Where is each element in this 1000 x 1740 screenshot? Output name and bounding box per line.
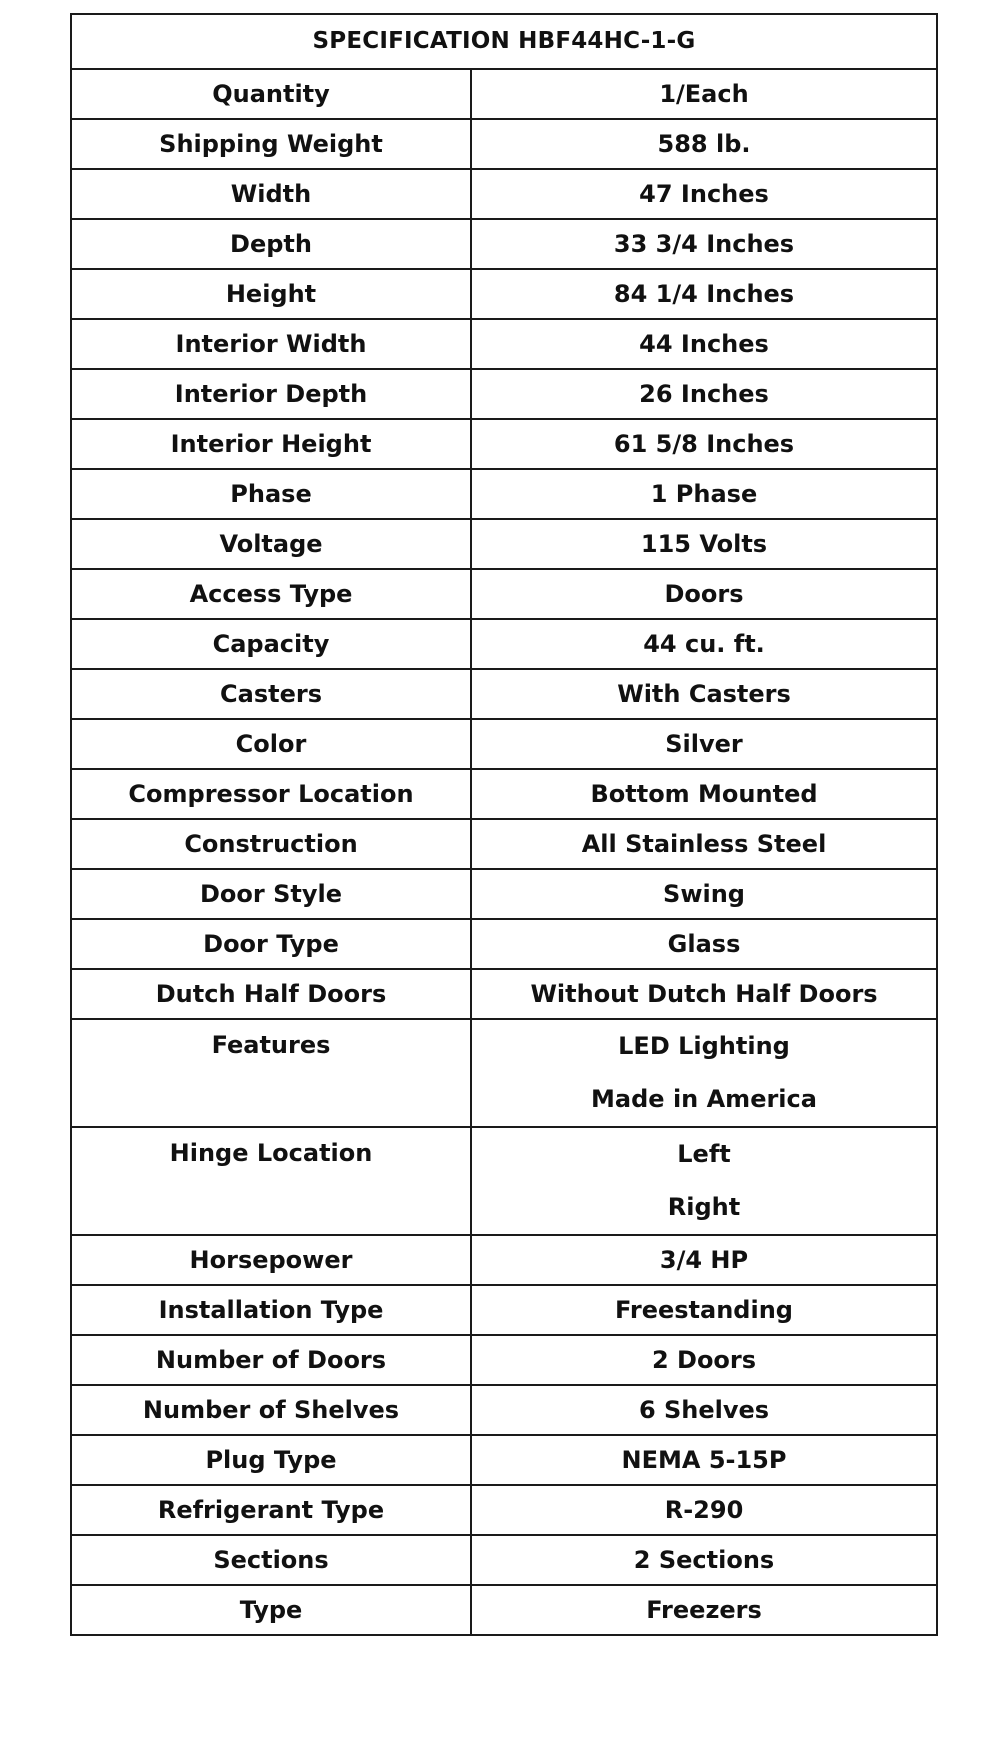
spec-value: Freezers <box>471 1585 937 1635</box>
spec-value: 6 Shelves <box>471 1385 937 1435</box>
table-row <box>71 119 937 169</box>
spec-label: Number of Shelves <box>71 1385 471 1435</box>
spec-label: Casters <box>71 669 471 719</box>
table-row <box>71 919 937 969</box>
spec-label: Access Type <box>71 569 471 619</box>
table-row <box>71 969 937 1019</box>
table-row <box>71 519 937 569</box>
spec-label: Sections <box>71 1535 471 1585</box>
spec-value: 26 Inches <box>471 369 937 419</box>
table-row <box>71 469 937 519</box>
spec-label: Interior Depth <box>71 369 471 419</box>
spec-value: 1 Phase <box>471 469 937 519</box>
spec-label: Construction <box>71 819 471 869</box>
spec-label: Refrigerant Type <box>71 1485 471 1535</box>
spec-value: 3/4 HP <box>471 1235 937 1285</box>
spec-value-line: Left <box>677 1140 731 1168</box>
table-row <box>71 1435 937 1485</box>
spec-label: Voltage <box>71 519 471 569</box>
table-title: SPECIFICATION HBF44HC-1-G <box>71 14 937 69</box>
spec-label: Door Type <box>71 919 471 969</box>
spec-label: Number of Doors <box>71 1335 471 1385</box>
table-row <box>71 1385 937 1435</box>
spec-label: Compressor Location <box>71 769 471 819</box>
table-row <box>71 669 937 719</box>
spec-value: 2 Sections <box>471 1535 937 1585</box>
spec-value: 33 3/4 Inches <box>471 219 937 269</box>
spec-value-line: Made in America <box>591 1085 817 1113</box>
table-row <box>71 269 937 319</box>
spec-value <box>471 1019 937 1127</box>
table-row <box>71 869 937 919</box>
spec-value: Silver <box>471 719 937 769</box>
spec-label: Depth <box>71 219 471 269</box>
spec-value: All Stainless Steel <box>471 819 937 869</box>
table-row <box>71 1127 937 1235</box>
spec-value: 44 cu. ft. <box>471 619 937 669</box>
spec-label: Width <box>71 169 471 219</box>
table-row <box>71 1285 937 1335</box>
table-row <box>71 719 937 769</box>
spec-value: 61 5/8 Inches <box>471 419 937 469</box>
table-row <box>71 619 937 669</box>
table-row <box>71 169 937 219</box>
spec-label: Interior Height <box>71 419 471 469</box>
table-row <box>71 1485 937 1535</box>
table-row <box>71 1535 937 1585</box>
spec-value: Freestanding <box>471 1285 937 1335</box>
spec-value: With Casters <box>471 669 937 719</box>
table-row <box>71 69 937 119</box>
spec-value: Doors <box>471 569 937 619</box>
spec-label: Interior Width <box>71 319 471 369</box>
table-title-row <box>71 14 937 69</box>
spec-value: Bottom Mounted <box>471 769 937 819</box>
spec-label: Type <box>71 1585 471 1635</box>
specification-table <box>70 13 938 1636</box>
spec-label: Shipping Weight <box>71 119 471 169</box>
spec-label: Phase <box>71 469 471 519</box>
table-row <box>71 219 937 269</box>
spec-value: R-290 <box>471 1485 937 1535</box>
spec-value: NEMA 5-15P <box>471 1435 937 1485</box>
spec-value: Without Dutch Half Doors <box>471 969 937 1019</box>
table-row <box>71 819 937 869</box>
spec-label: Plug Type <box>71 1435 471 1485</box>
spec-label: Capacity <box>71 619 471 669</box>
table-row <box>71 369 937 419</box>
specification-table-body <box>71 14 937 1635</box>
spec-label: Door Style <box>71 869 471 919</box>
spec-label: Height <box>71 269 471 319</box>
spec-value <box>471 1127 937 1235</box>
spec-value: 1/Each <box>471 69 937 119</box>
table-row <box>71 419 937 469</box>
table-row <box>71 1235 937 1285</box>
spec-label: Dutch Half Doors <box>71 969 471 1019</box>
spec-label: Color <box>71 719 471 769</box>
spec-value: Glass <box>471 919 937 969</box>
spec-value: 47 Inches <box>471 169 937 219</box>
spec-label: Installation Type <box>71 1285 471 1335</box>
table-row <box>71 569 937 619</box>
spec-label: Hinge Location <box>71 1127 471 1235</box>
spec-value: 115 Volts <box>471 519 937 569</box>
spec-label: Features <box>71 1019 471 1127</box>
spec-value: 2 Doors <box>471 1335 937 1385</box>
spec-label: Horsepower <box>71 1235 471 1285</box>
table-row <box>71 1585 937 1635</box>
table-row <box>71 319 937 369</box>
spec-value-line: LED Lighting <box>618 1032 790 1060</box>
table-row <box>71 769 937 819</box>
spec-value: 588 lb. <box>471 119 937 169</box>
spec-value-line: Right <box>667 1193 741 1221</box>
table-row <box>71 1335 937 1385</box>
spec-value: Swing <box>471 869 937 919</box>
spec-value: 44 Inches <box>471 319 937 369</box>
spec-label: Quantity <box>71 69 471 119</box>
table-row <box>71 1019 937 1127</box>
spec-value: 84 1/4 Inches <box>471 269 937 319</box>
